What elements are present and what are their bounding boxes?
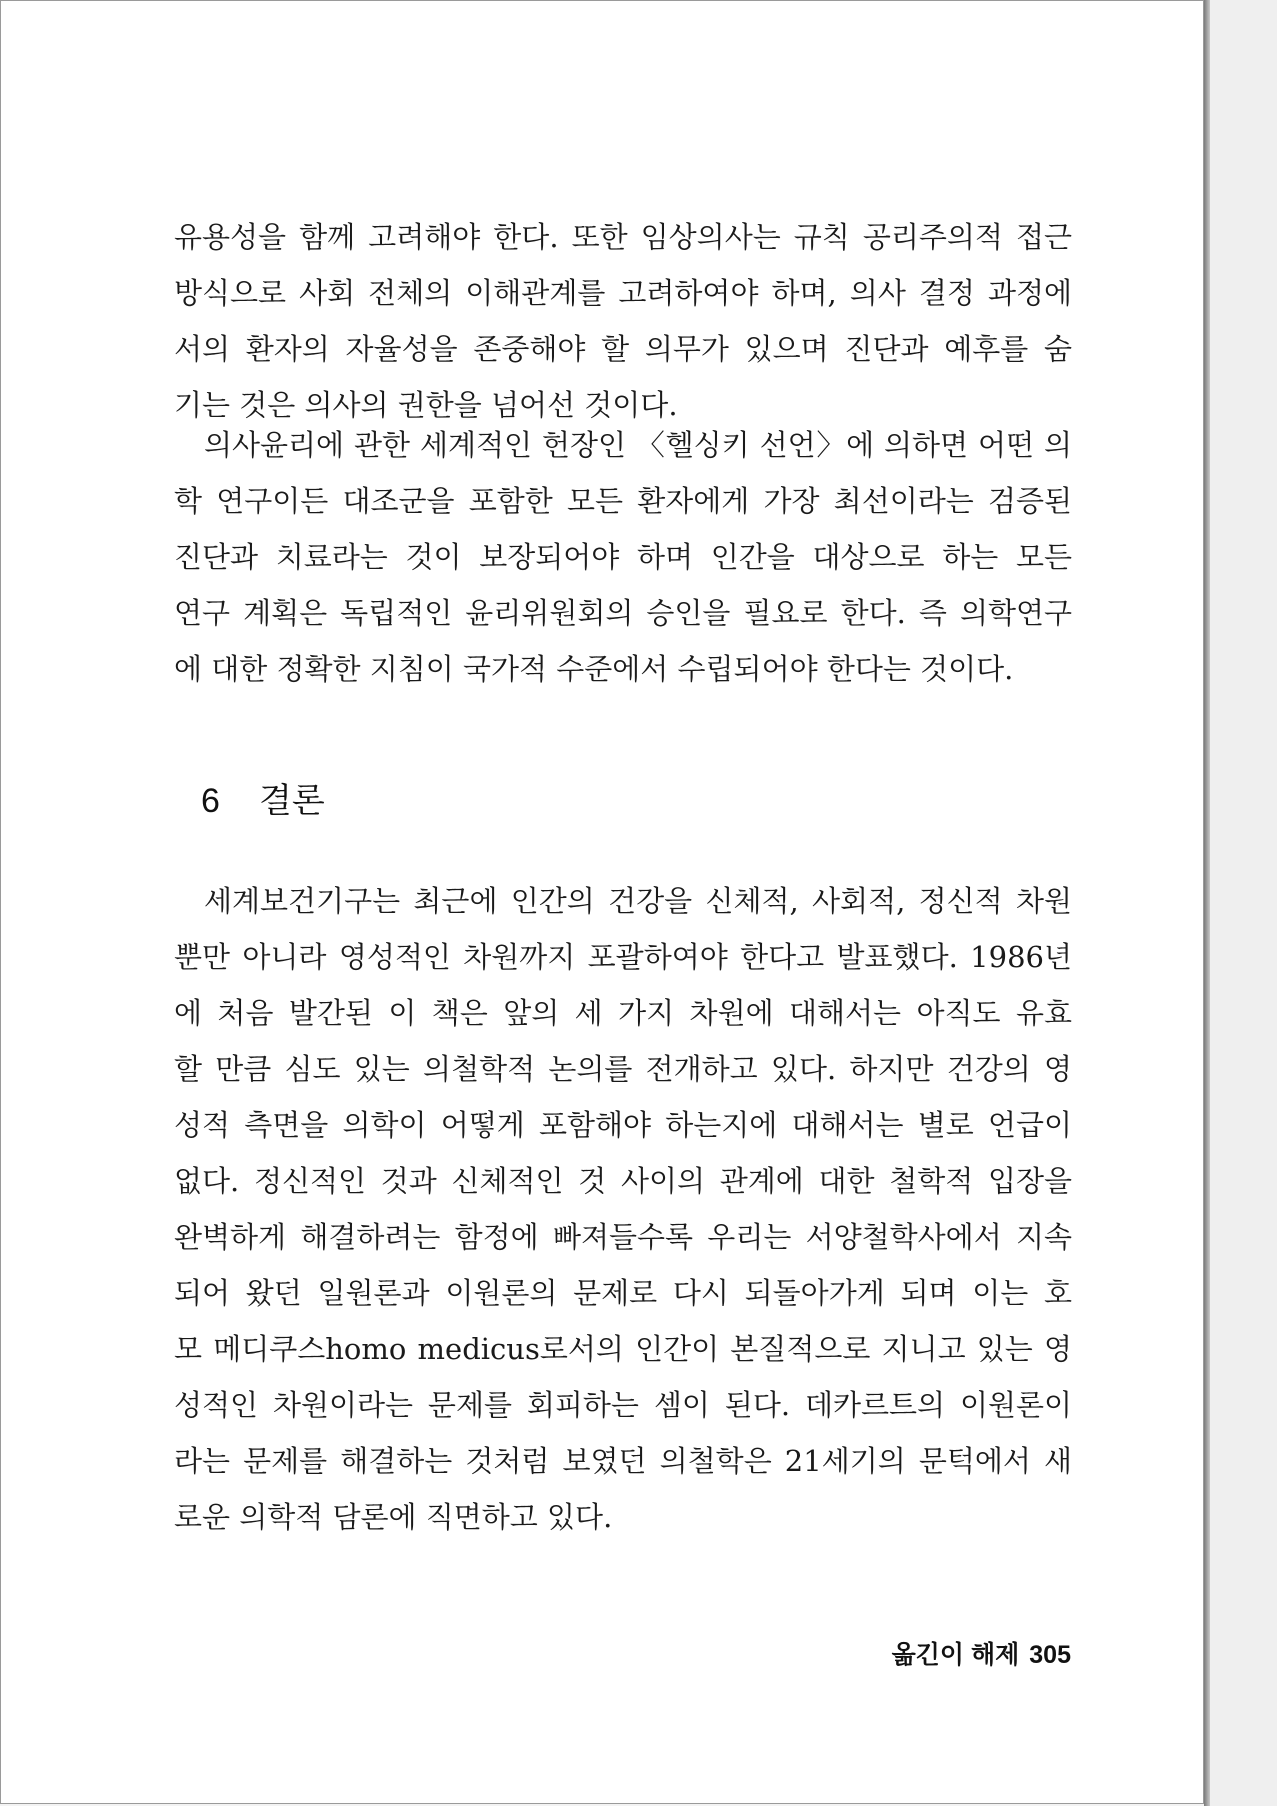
paragraph-1	[174, 209, 1072, 433]
text-line: 성적 측면을 의학이 어떻게 포함해야 하는지에 대해서는 별로 언급이	[174, 1108, 1072, 1142]
text-line: 에 대한 정확한 지침이 국가적 수준에서 수립되어야 한다는 것이다.	[174, 652, 1014, 686]
text-line: 에 처음 발간된 이 책은 앞의 세 가지 차원에 대해서는 아직도 유효	[174, 996, 1072, 1030]
running-title: 옮긴이 해제	[891, 1641, 1020, 1669]
page-footer	[861, 1637, 1071, 1673]
text-line: 방식으로 사회 전체의 이해관계를 고려하여야 하며, 의사 결정 과정에	[174, 276, 1072, 310]
text-line: 뿐만 아니라 영성적인 차원까지 포괄하여야 한다고 발표했다. 1986년	[174, 940, 1072, 974]
text-line: 로운 의학적 담론에 직면하고 있다.	[174, 1500, 613, 1534]
text-line: 라는 문제를 해결하는 것처럼 보였던 의철학은 21세기의 문턱에서 새	[174, 1444, 1072, 1478]
text-line: 진단과 치료라는 것이 보장되어야 하며 인간을 대상으로 하는 모든	[174, 540, 1072, 574]
paragraph-3	[174, 873, 1072, 1545]
text-line: 할 만큼 심도 있는 의철학적 논의를 전개하고 있다. 하지만 건강의 영	[174, 1052, 1072, 1086]
text-line: 되어 왔던 일원론과 이원론의 문제로 다시 되돌아가게 되며 이는 호	[174, 1276, 1072, 1310]
text-line: 학 연구이든 대조군을 포함한 모든 환자에게 가장 최선이라는 검증된	[174, 484, 1072, 518]
viewer-background	[1210, 0, 1277, 1806]
section-number: 6	[201, 782, 220, 820]
text-line: 세계보건기구는 최근에 인간의 건강을 신체적, 사회적, 정신적 차원	[204, 884, 1072, 918]
paragraph-2	[174, 417, 1072, 697]
section-title: 결론	[259, 781, 325, 821]
text-line: 모 메디쿠스homo medicus로서의 인간이 본질적으로 지니고 있는 영	[174, 1332, 1072, 1366]
text-line: 성적인 차원이라는 문제를 회피하는 셈이 된다. 데카르트의 이원론이	[174, 1388, 1072, 1422]
text-line: 의사윤리에 관한 세계적인 헌장인 〈헬싱키 선언〉에 의하면 어떤 의	[204, 428, 1072, 462]
page-number: 305	[1029, 1641, 1071, 1669]
text-line: 기는 것은 의사의 권한을 넘어선 것이다.	[174, 388, 678, 422]
text-line: 유용성을 함께 고려해야 한다. 또한 임상의사는 규칙 공리주의적 접근	[174, 220, 1072, 254]
text-line: 연구 계획은 독립적인 윤리위원회의 승인을 필요로 한다. 즉 의학연구	[174, 596, 1072, 630]
text-line: 없다. 정신적인 것과 신체적인 것 사이의 관계에 대한 철학적 입장을	[174, 1164, 1072, 1198]
text-line: 서의 환자의 자율성을 존중해야 할 의무가 있으며 진단과 예후를 숨	[174, 332, 1072, 366]
section-heading	[201, 773, 325, 829]
text-line: 완벽하게 해결하려는 함정에 빠져들수록 우리는 서양철학사에서 지속	[174, 1220, 1072, 1254]
